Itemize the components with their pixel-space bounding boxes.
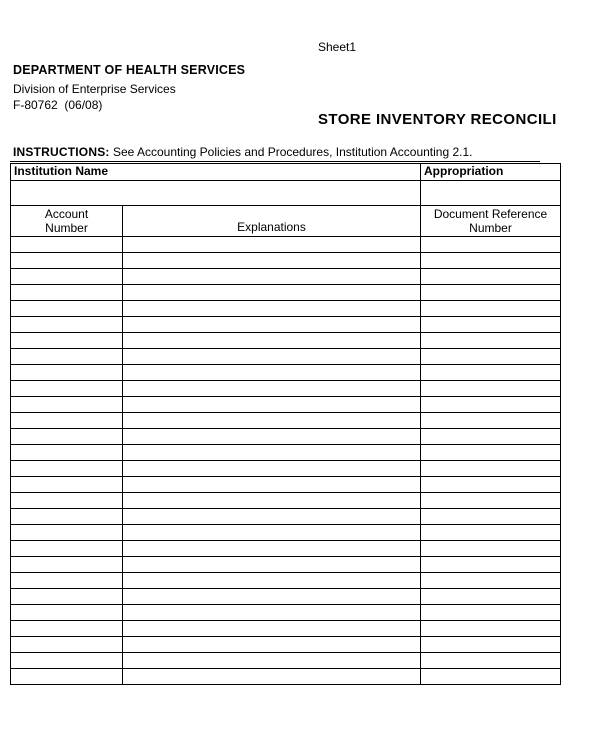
- empty-cell[interactable]: [421, 317, 561, 333]
- empty-cell[interactable]: [11, 333, 123, 349]
- empty-cell[interactable]: [421, 365, 561, 381]
- department-heading: DEPARTMENT OF HEALTH SERVICES: [13, 63, 246, 77]
- table-row: [11, 285, 561, 301]
- sheet-tab-label: Sheet1: [318, 40, 357, 54]
- institution-name-entry-cell[interactable]: [11, 181, 421, 206]
- empty-cell[interactable]: [123, 333, 421, 349]
- empty-cell[interactable]: [11, 317, 123, 333]
- empty-cell[interactable]: [11, 653, 123, 669]
- doc-ref-header-line1: Document Reference: [433, 206, 548, 221]
- empty-cell[interactable]: [421, 541, 561, 557]
- empty-cell[interactable]: [11, 621, 123, 637]
- account-number-column-header: [11, 206, 123, 237]
- empty-cell[interactable]: [11, 541, 123, 557]
- empty-cell[interactable]: [421, 637, 561, 653]
- reconciliation-table: [10, 163, 561, 685]
- empty-cell[interactable]: [123, 605, 421, 621]
- empty-cell[interactable]: [123, 589, 421, 605]
- division-subheading: Division of Enterprise Services: [13, 82, 176, 96]
- empty-cell[interactable]: [123, 509, 421, 525]
- empty-cell[interactable]: [421, 237, 561, 253]
- empty-cell[interactable]: [123, 269, 421, 285]
- empty-cell[interactable]: [11, 557, 123, 573]
- empty-cell[interactable]: [421, 525, 561, 541]
- empty-cell[interactable]: [123, 461, 421, 477]
- empty-cell[interactable]: [421, 573, 561, 589]
- empty-cell[interactable]: [11, 285, 123, 301]
- empty-cell[interactable]: [421, 445, 561, 461]
- institution-entry-row: [11, 181, 561, 206]
- empty-cell[interactable]: [421, 397, 561, 413]
- empty-cell[interactable]: [421, 509, 561, 525]
- empty-cell[interactable]: [123, 381, 421, 397]
- table-row: [11, 557, 561, 573]
- empty-cell[interactable]: [421, 269, 561, 285]
- table-row: [11, 333, 561, 349]
- empty-cell[interactable]: [11, 365, 123, 381]
- empty-cell[interactable]: [421, 621, 561, 637]
- empty-cell[interactable]: [11, 461, 123, 477]
- empty-cell[interactable]: [123, 653, 421, 669]
- empty-cell[interactable]: [421, 349, 561, 365]
- doc-ref-header-line2: Number: [469, 221, 512, 235]
- doc-reference-column-header: [421, 206, 561, 237]
- empty-cell[interactable]: [11, 573, 123, 589]
- instructions-label: INSTRUCTIONS:: [13, 145, 110, 159]
- empty-cell[interactable]: [11, 525, 123, 541]
- empty-cell[interactable]: [11, 493, 123, 509]
- empty-cell[interactable]: [123, 253, 421, 269]
- empty-cell[interactable]: [421, 285, 561, 301]
- institution-name-label: Institution Name: [11, 164, 421, 181]
- empty-cell[interactable]: [123, 317, 421, 333]
- empty-cell[interactable]: [123, 365, 421, 381]
- table-row: [11, 381, 561, 397]
- table-row: [11, 637, 561, 653]
- table-row: [11, 653, 561, 669]
- empty-cell[interactable]: [123, 541, 421, 557]
- empty-cell[interactable]: [123, 573, 421, 589]
- table-row: [11, 301, 561, 317]
- empty-cell[interactable]: [123, 621, 421, 637]
- empty-cell[interactable]: [123, 349, 421, 365]
- empty-cell[interactable]: [11, 637, 123, 653]
- empty-cell[interactable]: [421, 589, 561, 605]
- table-row: [11, 477, 561, 493]
- empty-cell[interactable]: [11, 253, 123, 269]
- table-row: [11, 269, 561, 285]
- instructions-line: [10, 145, 540, 162]
- empty-cell[interactable]: [11, 269, 123, 285]
- empty-cell[interactable]: [421, 253, 561, 269]
- empty-cell[interactable]: [421, 429, 561, 445]
- table-row: [11, 365, 561, 381]
- empty-cell[interactable]: [123, 445, 421, 461]
- instructions-text: See Accounting Policies and Procedures, Institution Accounting 2.1.: [109, 145, 473, 159]
- empty-rows-body: [11, 237, 561, 685]
- column-header-row: [11, 206, 561, 237]
- empty-cell[interactable]: [421, 477, 561, 493]
- account-header-line1: Account: [44, 206, 89, 221]
- table-row: [11, 253, 561, 269]
- table-row: [11, 573, 561, 589]
- empty-cell[interactable]: [123, 285, 421, 301]
- table-row: [11, 589, 561, 605]
- empty-cell[interactable]: [11, 509, 123, 525]
- table-row: [11, 605, 561, 621]
- empty-cell[interactable]: [11, 445, 123, 461]
- table-row: [11, 445, 561, 461]
- table-row: [11, 317, 561, 333]
- empty-cell[interactable]: [11, 605, 123, 621]
- empty-cell[interactable]: [421, 461, 561, 477]
- empty-cell[interactable]: [421, 669, 561, 685]
- empty-cell[interactable]: [123, 429, 421, 445]
- empty-cell[interactable]: [421, 605, 561, 621]
- empty-cell[interactable]: [11, 237, 123, 253]
- table-row: [11, 493, 561, 509]
- empty-cell[interactable]: [421, 653, 561, 669]
- empty-cell[interactable]: [421, 301, 561, 317]
- table-row: [11, 525, 561, 541]
- empty-cell[interactable]: [123, 557, 421, 573]
- explanations-column-header: Explanations: [123, 206, 421, 237]
- table-row: [11, 621, 561, 637]
- empty-cell[interactable]: [123, 493, 421, 509]
- table-row: [11, 237, 561, 253]
- empty-cell[interactable]: [421, 413, 561, 429]
- empty-cell[interactable]: [11, 477, 123, 493]
- empty-cell[interactable]: [11, 413, 123, 429]
- table-row: [11, 461, 561, 477]
- table-row: [11, 509, 561, 525]
- empty-cell[interactable]: [123, 669, 421, 685]
- empty-cell[interactable]: [421, 381, 561, 397]
- account-header-line2: Number: [45, 221, 88, 235]
- empty-cell[interactable]: [11, 589, 123, 605]
- appropriation-label: Appropriation: [421, 164, 561, 181]
- empty-cell[interactable]: [123, 237, 421, 253]
- empty-cell[interactable]: [11, 669, 123, 685]
- form-number: F-80762 (06/08): [13, 98, 103, 112]
- empty-cell[interactable]: [11, 429, 123, 445]
- table-row: [11, 349, 561, 365]
- empty-cell[interactable]: [123, 477, 421, 493]
- empty-cell[interactable]: [123, 301, 421, 317]
- empty-cell[interactable]: [421, 333, 561, 349]
- empty-cell[interactable]: [11, 397, 123, 413]
- document-title: STORE INVENTORY RECONCILI: [318, 111, 557, 128]
- empty-cell[interactable]: [123, 525, 421, 541]
- empty-cell[interactable]: [421, 557, 561, 573]
- appropriation-entry-cell[interactable]: [421, 181, 561, 206]
- empty-cell[interactable]: [123, 637, 421, 653]
- table-row: [11, 397, 561, 413]
- table-row: [11, 669, 561, 685]
- institution-header-row: [11, 164, 561, 181]
- table-row: [11, 429, 561, 445]
- empty-cell[interactable]: [11, 349, 123, 365]
- empty-cell[interactable]: [11, 301, 123, 317]
- empty-cell[interactable]: [421, 493, 561, 509]
- empty-cell[interactable]: [11, 381, 123, 397]
- table-row: [11, 413, 561, 429]
- empty-cell[interactable]: [123, 413, 421, 429]
- empty-cell[interactable]: [123, 397, 421, 413]
- table-row: [11, 541, 561, 557]
